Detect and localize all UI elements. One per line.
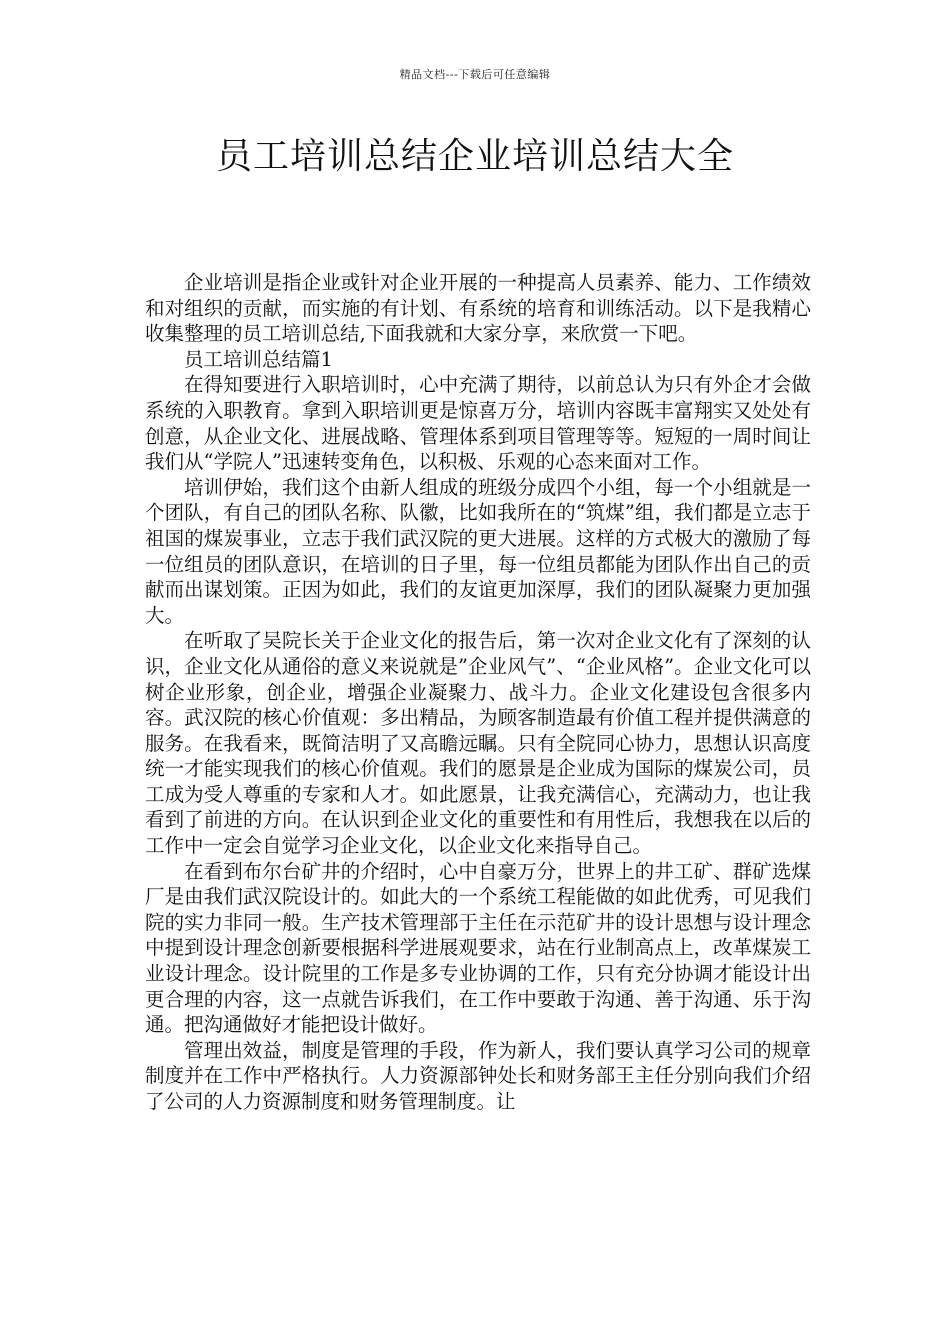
document-title: 员工培训总结企业培训总结大全: [215, 136, 734, 177]
document-body: [145, 270, 811, 1115]
body-paragraph: 在听取了吴院长关于企业文化的报告后，第一次对企业文化有了深刻的认识，企业文化从通俗的意义来说就是”企业风气”、“企业风格”。企业文化可以树企业形象，创企业，增强企业凝聚力、战斗力。企业文化建设包含很多内容。武汉院的核心价值观：多出精品，为顾客制造最有价值工程并提供满意的服务。在我看来，既简洁明了又高瞻远瞩。只有全院同心协力，思想认识高度统一才能实现我们的核心价值观。我们的愿景是企业成为国际的煤炭公司，员工成为受人尊重的专家和人才。如此愿景，让我充满信心，充满动力，也让我看到了前进的方向。在认识到企业文化的重要性和有用性后，我想我在以后的工作中一定会自觉学习企业文化，以企业文化来指导自己。: [145, 629, 811, 858]
body-paragraph: 在看到布尔台矿井的介绍时，心中自豪万分，世界上的井工矿、群矿选煤厂是由我们武汉院设计的。如此大的一个系统工程能做的如此优秀，可见我们院的实力非同一般。生产技术管理部于主任在示范矿井的设计思想与设计理念中提到设计理念创新要根据科学进展观要求，站在行业制高点上，改革煤炭工业设计理念。设计院里的工作是多专业协调的工作，只有充分协调才能设计出更合理的内容，这一点就告诉我们，在工作中要敢于沟通、善于沟通、乐于沟通。把沟通做好才能把设计做好。: [145, 859, 811, 1037]
header-note: 精品文档---下载后可任意编辑: [399, 68, 551, 81]
section-heading: 员工培训总结篇1: [184, 347, 333, 371]
intro-paragraph: 企业培训是指企业或针对企业开展的一种提高人员素养、能力、工作绩效和对组织的贡献，而实施的有计划、有系统的培育和训练活动。以下是我精心收集整理的员工培训总结,下面我就和大家分享，来欣赏一下吧。: [145, 271, 811, 346]
body-paragraph: 培训伊始，我们这个由新人组成的班级分成四个小组，每一个小组就是一个团队，有自己的团队名称、队徽，比如我所在的“筑煤”组，我们都是立志于祖国的煤炭事业，立志于我们武汉院的更大进展。这样的方式极大的激励了每一位组员的团队意识，在培训的日子里，每一位组员都能为团队作出自己的贡献而出谋划策。正因为如此，我们的友谊更加深厚，我们的团队凝聚力更加强大。: [145, 475, 811, 627]
body-paragraph: 管理出效益，制度是管理的手段，作为新人，我们要认真学习公司的规章制度并在工作中严格执行。人力资源部钟处长和财务部王主任分别向我们介绍了公司的人力资源制度和财务管理制度。让: [145, 1038, 811, 1113]
body-paragraph: 在得知要进行入职培训时，心中充满了期待，以前总认为只有外企才会做系统的入职教育。拿到入职培训更是惊喜万分，培训内容既丰富翔实又处处有创意，从企业文化、进展战略、管理体系到项目管理等等。短短的一周时间让我们从“学院人”迅速转变角色，以积极、乐观的心态来面对工作。: [145, 373, 811, 474]
